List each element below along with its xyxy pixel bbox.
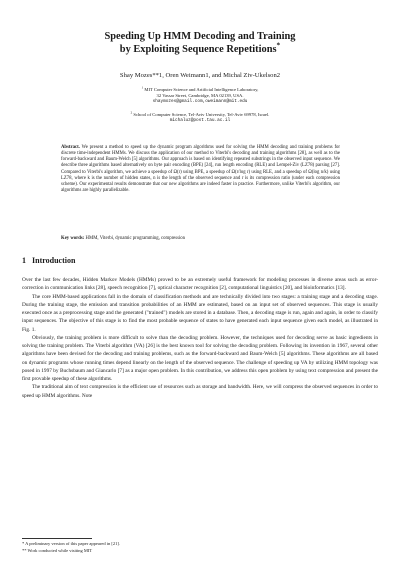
body-text bbox=[22, 276, 378, 400]
affiliation-2 bbox=[40, 112, 360, 124]
section-heading bbox=[22, 256, 75, 266]
affiliation-1-line-1: MIT Computer Science and Artificial Intelligence Laboratory, bbox=[144, 87, 259, 92]
abstract-text: We present a method to speed up the dynamic program algorithms used for solving the HMM decoding and training problems for discrete time-independent HMMs. We discuss the application of our method to Viterbi's decoding and training algorithms [28], as well as to the forward-backward and Baum-Welch [5] algorithms. Our approach is based on identifying repeated substrings in the observed input sequence. We describe three algorithms based alternatively on byte pair encoding (BPE) [24], run length encoding (RLE) and Lempel-Ziv (LZ78) parsing [27]. Compared to Viterbi's algorithm, we achieve a speedup of Ω(r) using BPE, a speedup of Ω(r/log r) using RLE, and a speedup of Ω(log n/k) using LZ78, where k is the number of hidden states, n is the length of the observed sequence and r is its compression ratio (under each compression scheme). Our experimental results demonstrate that our new algorithms are indeed faster in practice. Furthermore, unlike Viterbi's algorithm, our algorithms are highly parallelizable. bbox=[61, 145, 340, 194]
title-line-2: by Exploiting Sequence Repetitions* bbox=[119, 41, 281, 55]
footnote-rule bbox=[22, 538, 92, 539]
paragraph-4: The traditional aim of text compression is the efficient use of resources such as storage and bandwidth. Here, we will compress the observed sequences in order to speed up HMM algorithms. Note bbox=[22, 384, 378, 399]
paragraph-1: Over the last few decades, Hidden Markov Models (HMMs) proved to be an extremely useful framework for modeling processes in diverse areas such as error-correction in communication links [28], speech recognition [7], optical character recognition [2], computational linguistics [20], and bioinformatics [13]. bbox=[22, 277, 378, 292]
section-title: Introduction bbox=[32, 256, 76, 265]
author-list: Shay Mozes**1, Oren Weimann1, and Michal Ziv-Ukelson2 bbox=[119, 72, 281, 79]
section-number: 1 bbox=[22, 256, 26, 265]
affiliation-1-email: shaymozes@gmail.com,oweimann@mit.edu bbox=[152, 99, 248, 104]
keywords-text: HMM, Viterbi, dynamic programming, compression bbox=[85, 236, 186, 241]
paper-title bbox=[40, 30, 360, 56]
affiliation-2-email: michaluz@post.tau.ac.il bbox=[169, 118, 231, 123]
paragraph-2: The core HMM-based applications fall in the domain of classification methods and are technically divided into two stages: a training stage and a decoding stage. During the training stage, the emission and transition probabilities of an HMM are estimated, based on an input set of observed sequences. This stage is usually executed once as a preprocessing stage and the generated ("trained") models are stored in a database. Then, a decoding stage is run, again and again, in order to classify input sequences. The objective of this stage is to find the most probable sequence of states to have generated each input sequence given each model, as illustrated in Fig. 1. bbox=[22, 293, 378, 333]
affiliation-1-line-2: 32 Vassar Street, Cambridge, MA 02139, USA. bbox=[156, 93, 244, 98]
title-footnote-mark: * bbox=[276, 41, 281, 50]
affiliation-1 bbox=[40, 87, 360, 105]
title-line-1: Speeding Up HMM Decoding and Training bbox=[104, 31, 296, 42]
keywords-label: Key words: bbox=[61, 236, 85, 241]
affiliation-2-line-1: School of Computer Science, Tel-Aviv University, Tel-Aviv 69978, Israel. bbox=[133, 112, 270, 117]
footnote-2: ** Work conducted while visiting MIT bbox=[22, 548, 93, 553]
affiliation-1-mark: 1 bbox=[141, 85, 144, 90]
footnote-1: * A preliminary version of this paper appeared in [21]. bbox=[22, 541, 120, 546]
abstract-label: Abstract. bbox=[61, 145, 80, 150]
keywords bbox=[61, 236, 340, 242]
abstract bbox=[61, 145, 340, 194]
affiliation-2-mark: 2 bbox=[130, 110, 133, 115]
paragraph-3: Obviously, the training problem is more difficult to solve than the decoding problem. However, the techniques used for decoding serve as basic ingredients in solving the training problem. The Viterbi algorithm (VA) [26] is the best known tool for solving the decoding problem. Following its invention in 1967, several other algorithms have been devised for the decoding and training problems, such as the forward-backward and Baum-Welch [5] algorithms. These algorithms are all based on dynamic programs whose running times depend linearly on the length of the observed sequence. The challenge of speeding up VA by utilizing HMM topology was posed in 1997 by Buchsbaum and Giancarlo [7] as a major open problem. In this contribution, we address this open problem by using text compression and present the first provable speedup of these algorithms. bbox=[22, 334, 378, 382]
